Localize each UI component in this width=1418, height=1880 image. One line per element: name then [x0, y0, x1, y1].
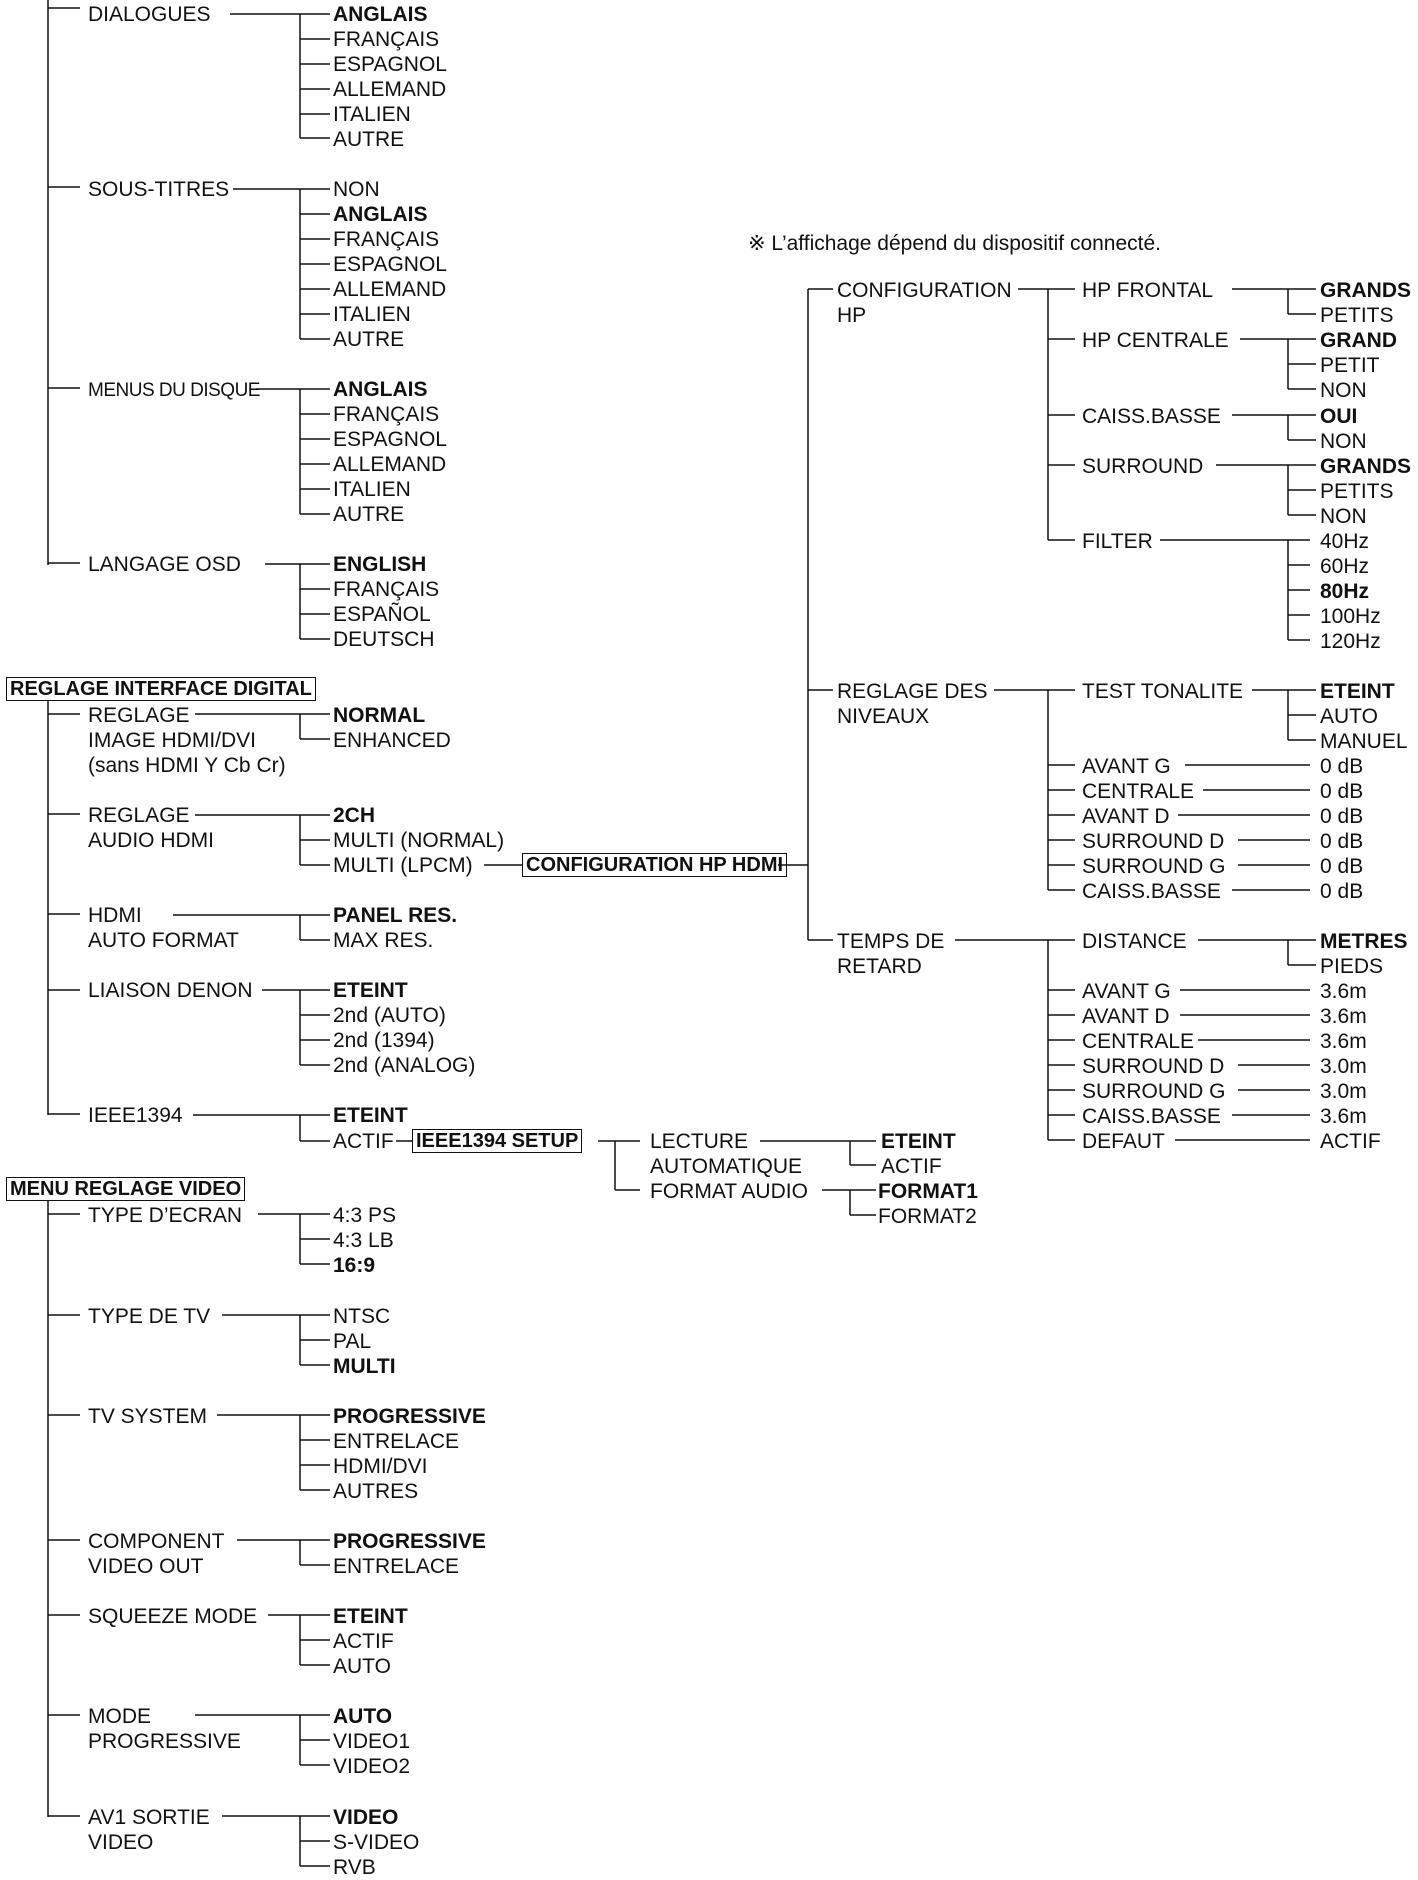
option: 2nd (AUTO): [333, 1004, 446, 1027]
option: PETITS: [1320, 304, 1394, 327]
option-default: FORMAT1: [878, 1180, 978, 1203]
reglage-niveaux-label: REGLAGE DES: [837, 680, 988, 703]
option: ENHANCED: [333, 729, 451, 752]
option: FRANÇAIS: [333, 578, 440, 601]
option: MULTI (LPCM): [333, 854, 473, 877]
ieee1394-label: IEEE1394: [88, 1104, 183, 1127]
option-default: VIDEO: [333, 1806, 399, 1829]
hp-frontal-label: HP FRONTAL: [1082, 279, 1214, 302]
option: 4:3 PS: [333, 1204, 397, 1227]
option-default: GRANDS: [1320, 279, 1412, 302]
option: AUTO: [1320, 705, 1378, 728]
option: FRANÇAIS: [333, 403, 440, 426]
option: RVB: [333, 1856, 376, 1879]
option: ESPAGNOL: [333, 253, 447, 276]
level-channel-label: AVANT D: [1082, 805, 1170, 828]
option-default: MULTI: [333, 1355, 396, 1378]
caisson-label: CAISS.BASSE: [1082, 405, 1221, 428]
option-default: NORMAL: [333, 704, 426, 727]
audio-hdmi-label: AUDIO HDMI: [88, 829, 214, 852]
option: ESPAÑOL: [333, 603, 431, 626]
option: ACTIF: [881, 1155, 942, 1178]
level-value: 0 dB: [1320, 780, 1364, 803]
level-value: 0 dB: [1320, 855, 1364, 878]
delay-value: 3.0m: [1320, 1055, 1367, 1078]
option: DEUTSCH: [333, 628, 435, 651]
option: ACTIF: [333, 1630, 394, 1653]
test-tonalite-label: TEST TONALITE: [1082, 680, 1244, 703]
option: VIDEO1: [333, 1730, 411, 1753]
option-default: ANGLAIS: [333, 3, 428, 26]
delay-channel-label: CAISS.BASSE: [1082, 1105, 1221, 1128]
delay-value: 3.0m: [1320, 1080, 1367, 1103]
delay-value: 3.6m: [1320, 1005, 1367, 1028]
delay-value: ACTIF: [1320, 1130, 1381, 1153]
lecture-auto-label: LECTURE: [650, 1130, 749, 1153]
option: ENTRELACE: [333, 1555, 460, 1578]
option: PETIT: [1320, 354, 1380, 377]
option: AUTO: [333, 1655, 391, 1678]
type-tv-label: TYPE DE TV: [88, 1305, 211, 1328]
auto-format-label: AUTO FORMAT: [88, 929, 239, 952]
option: ITALIEN: [333, 478, 411, 501]
option: FRANÇAIS: [333, 28, 440, 51]
option: ITALIEN: [333, 103, 411, 126]
option-default: ENGLISH: [333, 553, 427, 576]
delay-channel-label: CENTRALE: [1082, 1030, 1195, 1053]
option: ESPAGNOL: [333, 428, 447, 451]
configuration-hp-hdmi-box: CONFIGURATION HP HDMI: [522, 853, 787, 877]
option-default: OUI: [1320, 405, 1358, 428]
squeeze-mode-label: SQUEEZE MODE: [88, 1605, 258, 1628]
level-value: 0 dB: [1320, 830, 1364, 853]
option: 4:3 LB: [333, 1229, 394, 1252]
option: ENTRELACE: [333, 1430, 460, 1453]
option: 40Hz: [1320, 530, 1370, 553]
option-default: 80Hz: [1320, 580, 1370, 603]
option: 120Hz: [1320, 630, 1381, 653]
option-default: AUTO: [333, 1705, 393, 1728]
option: VIDEO2: [333, 1755, 411, 1778]
option-default: ANGLAIS: [333, 378, 428, 401]
option: AUTRE: [333, 503, 405, 526]
option: NON: [1320, 379, 1367, 402]
component-label: COMPONENT: [88, 1530, 225, 1553]
hp-centrale-label: HP CENTRALE: [1082, 329, 1229, 352]
level-channel-label: AVANT G: [1082, 755, 1171, 778]
option: AUTRE: [333, 328, 405, 351]
level-value: 0 dB: [1320, 755, 1364, 778]
option: 2nd (ANALOG): [333, 1054, 476, 1077]
option: AUTRES: [333, 1480, 419, 1503]
mode-progressive-label: PROGRESSIVE: [88, 1730, 241, 1753]
option: NTSC: [333, 1305, 391, 1328]
option-default: ETEINT: [333, 979, 408, 1002]
option: S-VIDEO: [333, 1831, 420, 1854]
av1-sortie-label: AV1 SORTIE: [88, 1806, 210, 1829]
option: ESPAGNOL: [333, 53, 447, 76]
delay-channel-label: AVANT G: [1082, 980, 1171, 1003]
distance-label: DISTANCE: [1082, 930, 1187, 953]
component-label: VIDEO OUT: [88, 1555, 204, 1578]
lecture-auto-label: AUTOMATIQUE: [650, 1155, 803, 1178]
option: 60Hz: [1320, 555, 1370, 578]
tv-system-label: TV SYSTEM: [88, 1405, 208, 1428]
format-audio-label: FORMAT AUDIO: [650, 1180, 808, 1203]
delay-channel-label: DEFAUT: [1082, 1130, 1165, 1153]
delay-value: 3.6m: [1320, 1105, 1367, 1128]
option-default: METRES: [1320, 930, 1408, 953]
delay-channel-label: AVANT D: [1082, 1005, 1170, 1028]
option: FRANÇAIS: [333, 228, 440, 251]
option: MANUEL: [1320, 730, 1408, 753]
av1-sortie-label: VIDEO: [88, 1831, 154, 1854]
option: ALLEMAND: [333, 278, 447, 301]
option: PETITS: [1320, 480, 1394, 503]
delay-value: 3.6m: [1320, 980, 1367, 1003]
option: MULTI (NORMAL): [333, 829, 505, 852]
auto-format-label: HDMI: [88, 904, 142, 927]
audio-hdmi-label: REGLAGE: [88, 804, 190, 827]
surround-label: SURROUND: [1082, 455, 1204, 478]
level-value: 0 dB: [1320, 805, 1364, 828]
option-default: PROGRESSIVE: [333, 1530, 486, 1553]
temps-retard-label: TEMPS DE: [837, 930, 945, 953]
option-default: PROGRESSIVE: [333, 1405, 486, 1428]
option-default: GRANDS: [1320, 455, 1412, 478]
image-hdmi-label: REGLAGE: [88, 704, 190, 727]
option: NON: [333, 178, 380, 201]
image-hdmi-label: (sans HDMI Y Cb Cr): [88, 754, 286, 777]
option: 2nd (1394): [333, 1029, 435, 1052]
level-channel-label: CAISS.BASSE: [1082, 880, 1221, 903]
digital-section-title: REGLAGE INTERFACE DIGITAL: [6, 677, 316, 701]
option-default: ANGLAIS: [333, 203, 428, 226]
langage-osd-label: LANGAGE OSD: [88, 553, 241, 576]
liaison-denon-label: LIAISON DENON: [88, 979, 253, 1002]
display-note: ※ L’affichage dépend du dispositif connecté.: [748, 232, 1162, 255]
option: NON: [1320, 430, 1367, 453]
image-hdmi-label: IMAGE HDMI/DVI: [88, 729, 257, 752]
ieee1394-setup-box: IEEE1394 SETUP: [412, 1129, 582, 1153]
option-default: ETEINT: [333, 1104, 408, 1127]
menus-disque-label: MENUS DU DISQUE: [88, 380, 260, 401]
option: ALLEMAND: [333, 78, 447, 101]
option: PAL: [333, 1330, 372, 1353]
option: 100Hz: [1320, 605, 1381, 628]
reglage-niveaux-label: NIVEAUX: [837, 705, 930, 728]
mode-progressive-label: MODE: [88, 1705, 151, 1728]
option: MAX RES.: [333, 929, 434, 952]
delay-channel-label: SURROUND D: [1082, 1055, 1225, 1078]
option-default: PANEL RES.: [333, 904, 458, 927]
option-default: 16:9: [333, 1254, 376, 1277]
option: ALLEMAND: [333, 453, 447, 476]
sous-titres-label: SOUS-TITRES: [88, 178, 230, 201]
level-value: 0 dB: [1320, 880, 1364, 903]
option: FORMAT2: [878, 1205, 977, 1228]
option: PIEDS: [1320, 955, 1384, 978]
level-channel-label: CENTRALE: [1082, 780, 1195, 803]
delay-value: 3.6m: [1320, 1030, 1367, 1053]
configuration-hp-label: HP: [837, 304, 867, 327]
configuration-hp-label: CONFIGURATION: [837, 279, 1012, 302]
option-default: 2CH: [333, 804, 376, 827]
option-default: GRAND: [1320, 329, 1397, 352]
level-channel-label: SURROUND D: [1082, 830, 1225, 853]
option-default: ETEINT: [1320, 680, 1395, 703]
level-channel-label: SURROUND G: [1082, 855, 1226, 878]
option-default: ETEINT: [333, 1605, 408, 1628]
delay-channel-label: SURROUND G: [1082, 1080, 1226, 1103]
option-default: ETEINT: [881, 1130, 956, 1153]
type-ecran-label: TYPE D’ECRAN: [88, 1204, 243, 1227]
option: ACTIF: [333, 1130, 394, 1153]
video-section-title: MENU REGLAGE VIDEO: [6, 1177, 245, 1201]
option: HDMI/DVI: [333, 1455, 428, 1478]
option: ITALIEN: [333, 303, 411, 326]
filter-label: FILTER: [1082, 530, 1153, 553]
option: NON: [1320, 505, 1367, 528]
dialogues-label: DIALOGUES: [88, 3, 211, 26]
temps-retard-label: RETARD: [837, 955, 922, 978]
option: AUTRE: [333, 128, 405, 151]
